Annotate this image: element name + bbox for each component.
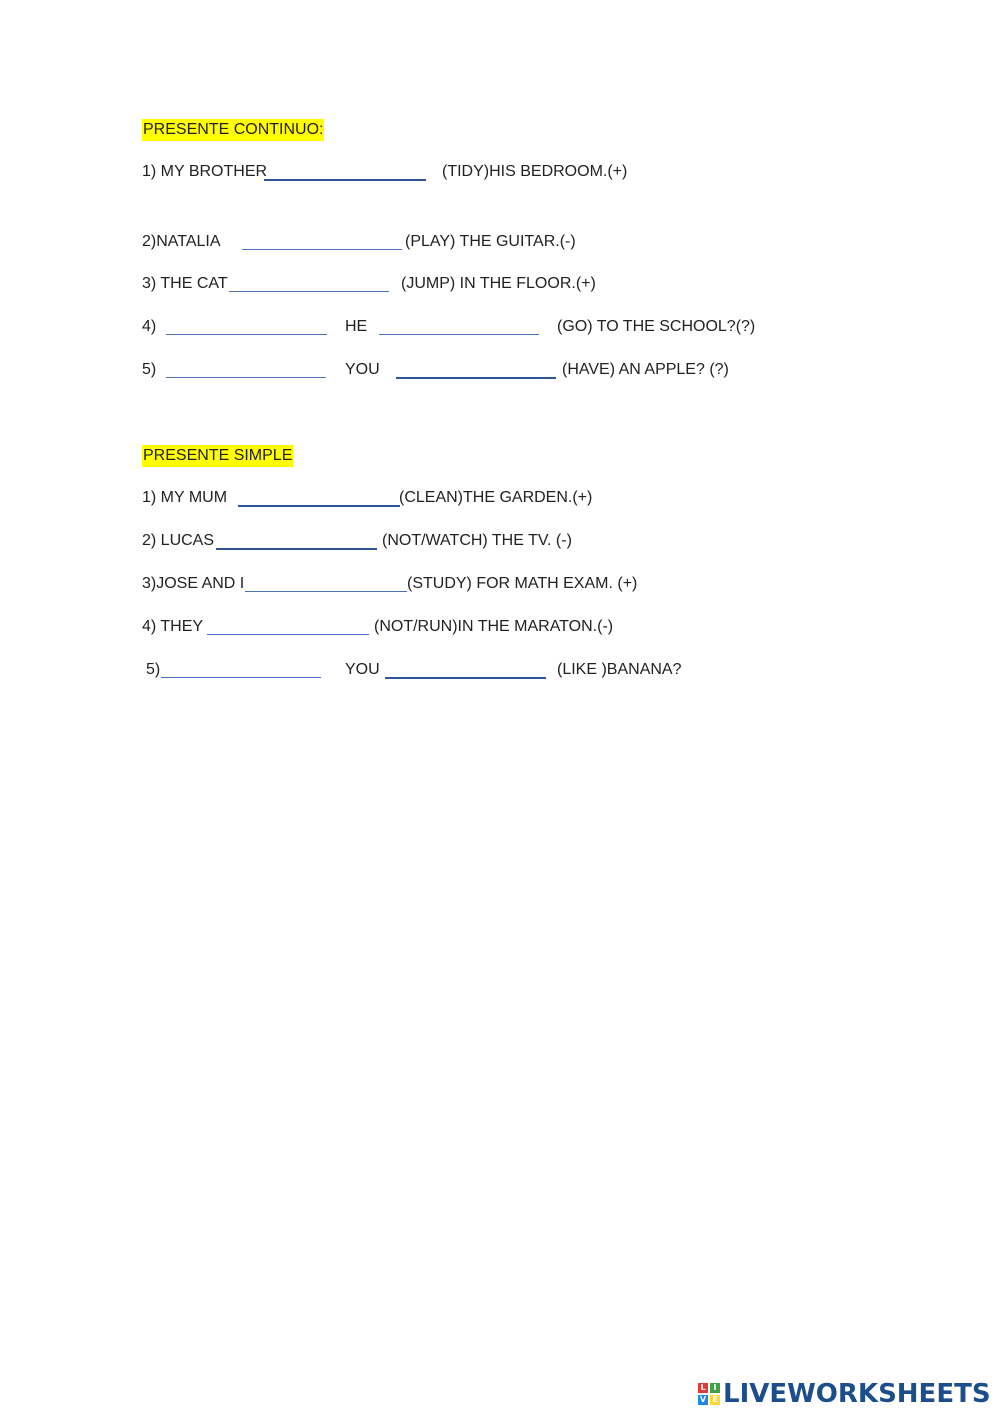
item-label: 2)NATALIA <box>142 233 221 250</box>
logo-blocks-icon <box>698 1383 720 1405</box>
section-title-presente-continuo: PRESENTE CONTINUO: <box>142 119 324 141</box>
item-hint: (CLEAN)THE GARDEN.(+) <box>399 489 593 506</box>
item-label: 4) THEY <box>142 618 204 635</box>
item-subject: YOU <box>345 661 380 678</box>
answer-blank[interactable] <box>238 505 400 507</box>
item-hint: (GO) TO THE SCHOOL?(?) <box>557 318 756 335</box>
item-subject: HE <box>345 318 368 335</box>
answer-blank[interactable] <box>396 377 556 379</box>
item-label: 2) LUCAS <box>142 532 215 549</box>
answer-blank[interactable] <box>161 677 321 678</box>
item-label: 5) <box>142 361 157 378</box>
item-label: 1) MY BROTHER <box>142 163 268 180</box>
item-label: 5) <box>146 661 161 678</box>
item-hint: (HAVE) AN APPLE? (?) <box>562 361 729 378</box>
item-label: 3)JOSE AND I <box>142 575 245 592</box>
exercise-line <box>0 615 1000 639</box>
exercise-line <box>0 160 1000 184</box>
item-hint: (NOT/WATCH) THE TV. (-) <box>382 532 572 549</box>
item-hint: (TIDY)HIS BEDROOM.(+) <box>442 163 628 180</box>
exercise-line <box>0 572 1000 596</box>
exercise-line <box>0 272 1000 296</box>
brand-name: LIVEWORKSHEETS <box>723 1379 991 1409</box>
logo-block: V <box>699 1395 707 1404</box>
exercise-line <box>0 358 1000 382</box>
answer-blank[interactable] <box>379 334 539 335</box>
answer-blank[interactable] <box>166 334 327 335</box>
item-hint: (JUMP) IN THE FLOOR.(+) <box>401 275 596 292</box>
answer-blank[interactable] <box>242 249 402 250</box>
exercise-line <box>0 658 1000 682</box>
item-hint: (LIKE )BANANA? <box>557 661 682 678</box>
answer-blank[interactable] <box>207 634 369 635</box>
answer-blank[interactable] <box>245 591 407 592</box>
item-label: 1) MY MUM <box>142 489 228 506</box>
item-subject: YOU <box>345 361 380 378</box>
liveworksheets-logo <box>698 1378 991 1410</box>
logo-block: I <box>710 1383 720 1393</box>
item-hint: (NOT/RUN)IN THE MARATON.(-) <box>374 618 614 635</box>
answer-blank[interactable] <box>229 291 389 292</box>
answer-blank[interactable] <box>385 677 546 679</box>
logo-block: E <box>710 1395 720 1405</box>
item-hint: (STUDY) FOR MATH EXAM. (+) <box>407 575 638 592</box>
exercise-line <box>0 486 1000 510</box>
answer-blank[interactable] <box>264 179 426 181</box>
exercise-line <box>0 315 1000 339</box>
answer-blank[interactable] <box>166 377 326 378</box>
item-label: 4) <box>142 318 157 335</box>
logo-block: L <box>698 1383 708 1393</box>
item-hint: (PLAY) THE GUITAR.(-) <box>405 233 576 250</box>
answer-blank[interactable] <box>216 548 377 550</box>
exercise-line <box>0 230 1000 254</box>
section-title-presente-simple: PRESENTE SIMPLE <box>142 445 293 467</box>
item-label: 3) THE CAT <box>142 275 228 292</box>
exercise-line <box>0 529 1000 553</box>
